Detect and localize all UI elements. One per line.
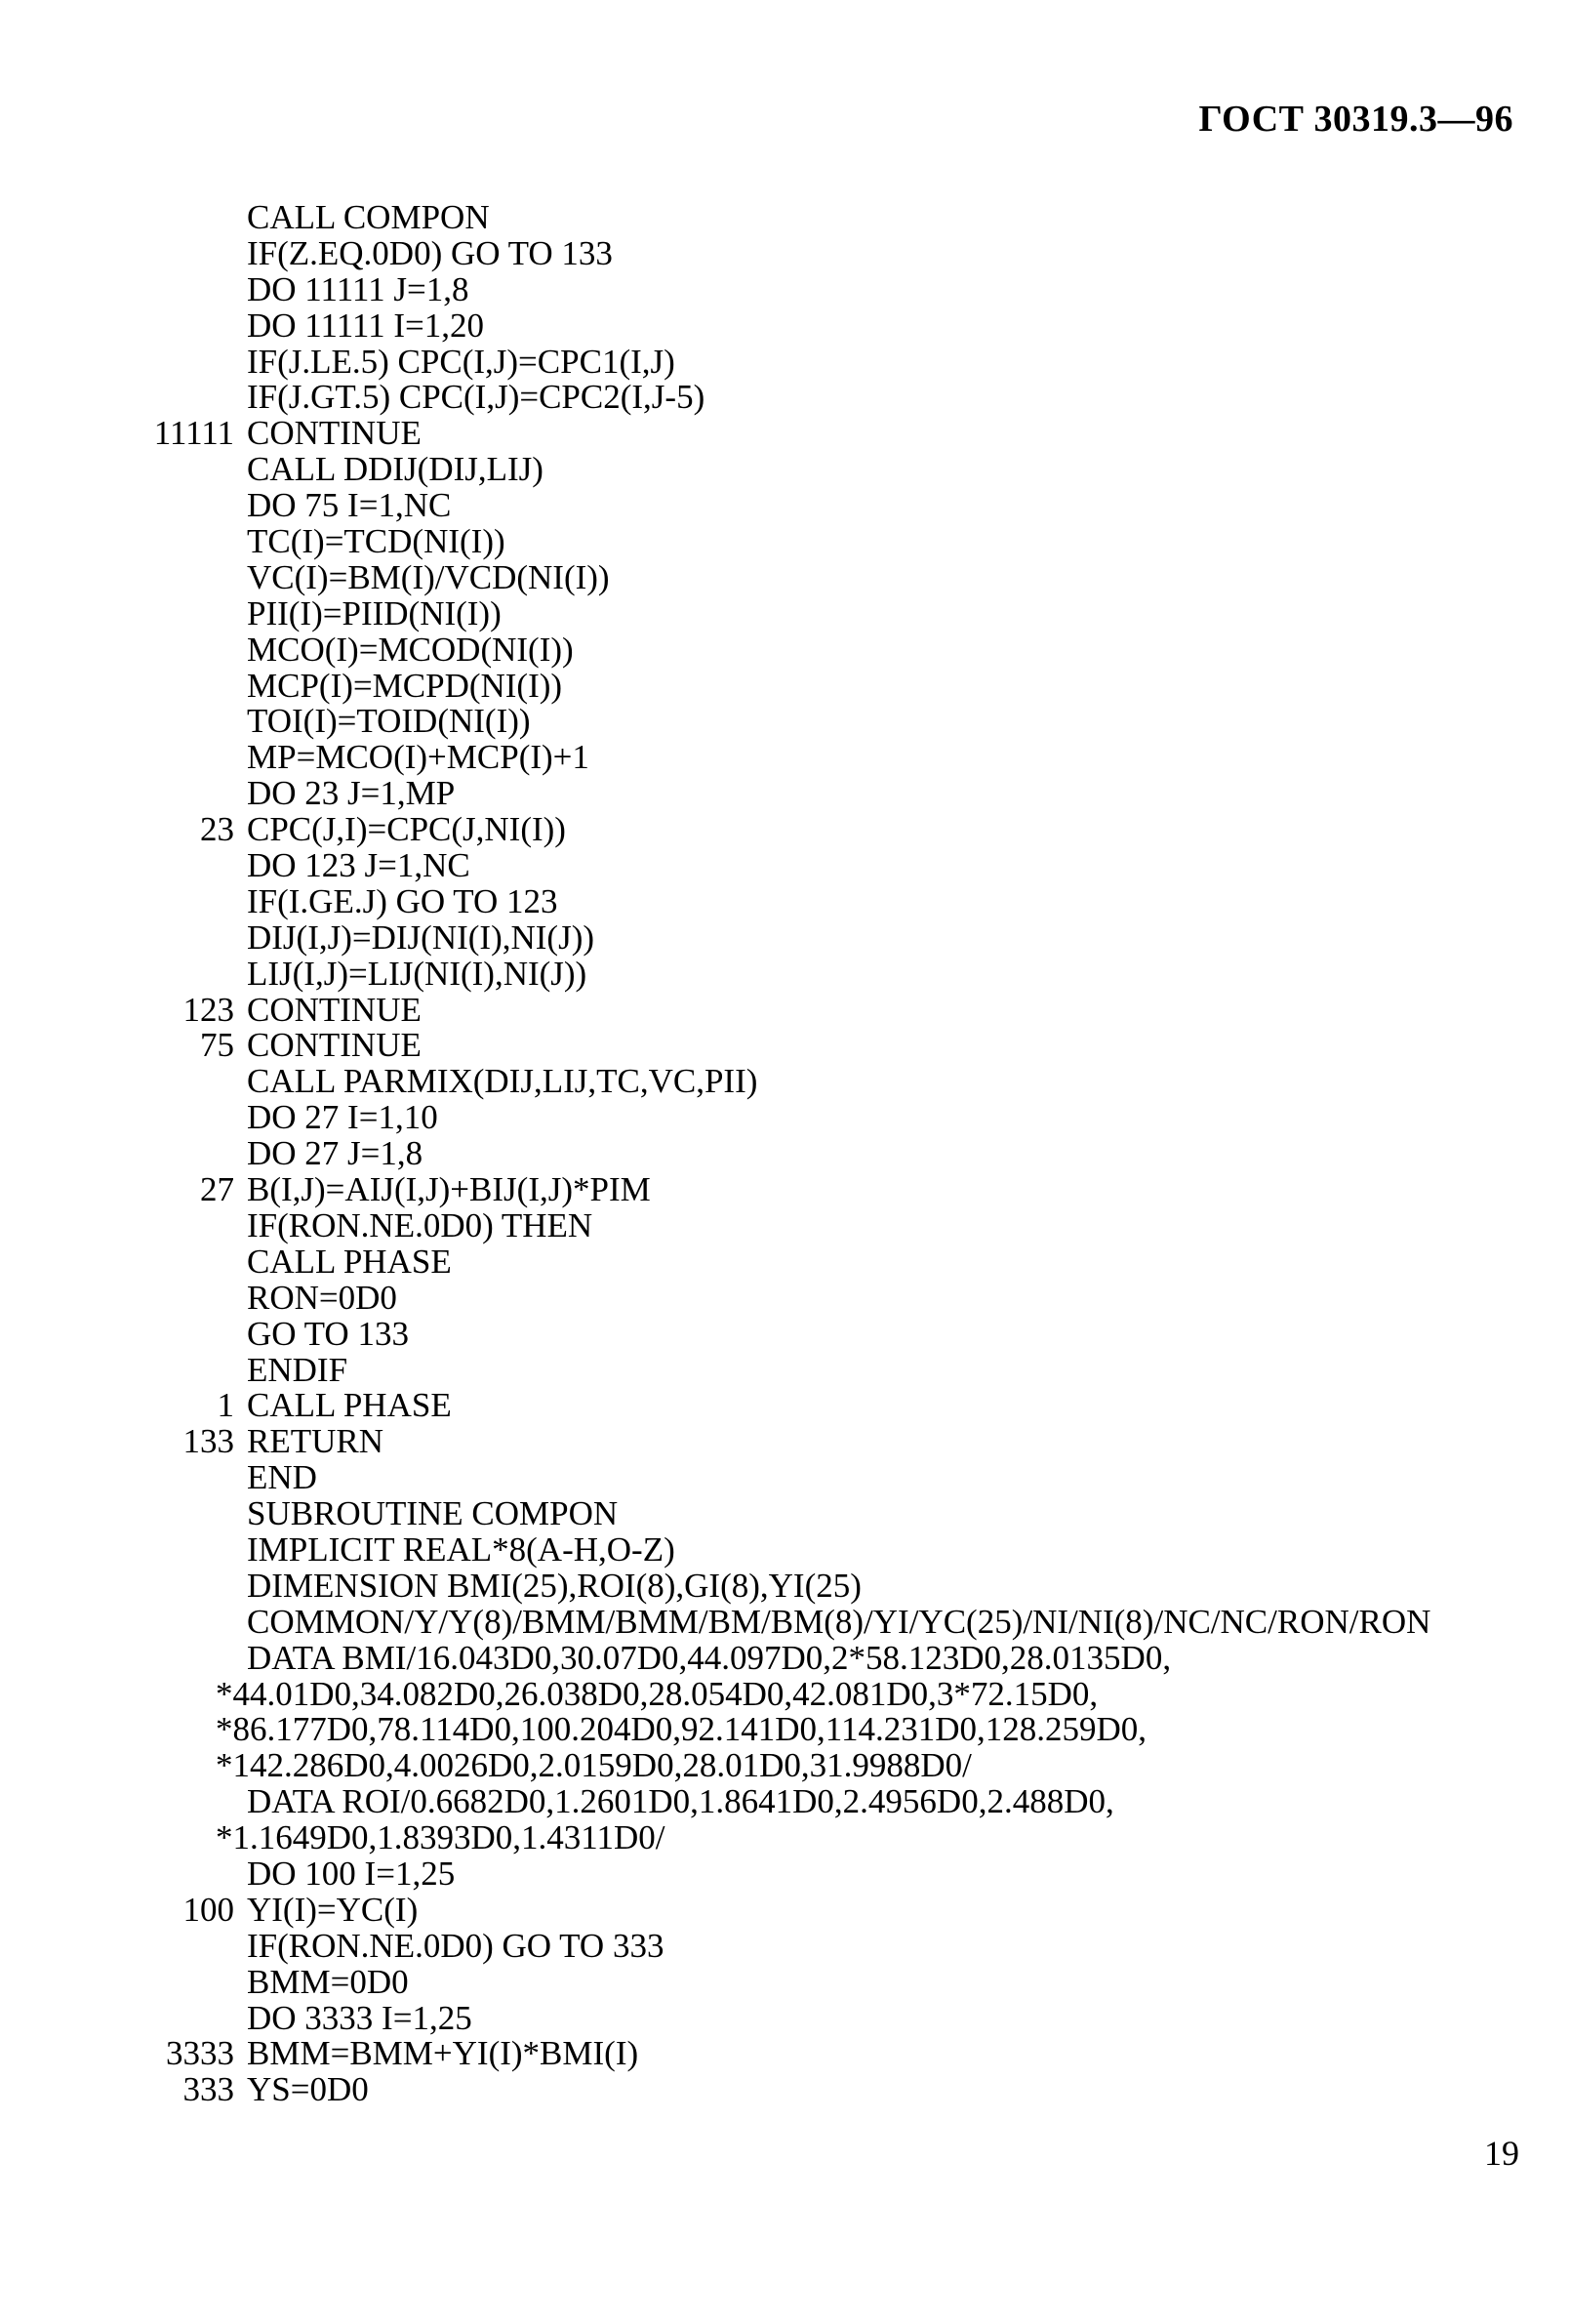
statement-text: DO 75 I=1,NC xyxy=(247,486,452,525)
statement-text: SUBROUTINE COMPON xyxy=(247,1494,619,1533)
statement-text: YS=0D0 xyxy=(247,2070,369,2109)
statement-text: DO 11111 J=1,8 xyxy=(247,269,469,308)
code-line xyxy=(137,1172,1542,1208)
statement-text: *142.286D0,4.0026D0,2.0159D0,28.01D0,31.9988D0/ xyxy=(216,1746,972,1785)
code-line xyxy=(137,1820,1542,1856)
code-line xyxy=(137,269,1542,308)
code-line xyxy=(137,380,1542,416)
code-line xyxy=(137,1136,1542,1172)
statement-text: DIJ(I,J)=DIJ(NI(I),NI(J)) xyxy=(247,917,594,957)
statement-text: B(I,J)=AIJ(I,J)+BIJ(I,J)*PIM xyxy=(247,1170,651,1209)
code-line xyxy=(137,881,1542,920)
code-line xyxy=(137,1890,1542,1929)
code-line xyxy=(137,1638,1542,1677)
statement-text: COMMON/Y/Y(8)/BMM/BMM/BM/BM(8)/YI/YC(25)/NI/NI(8)/NC/NC/RON/RON xyxy=(247,1602,1431,1641)
statement-label: 75 xyxy=(200,1026,234,1065)
statement-text: CPC(J,I)=CPC(J,NI(I)) xyxy=(247,810,566,849)
code-line xyxy=(137,1278,1542,1317)
code-line xyxy=(137,1998,1542,2037)
statement-text: CALL DDIJ(DIJ,LIJ) xyxy=(247,450,543,489)
code-line xyxy=(137,557,1542,596)
statement-text: DO 11111 I=1,20 xyxy=(247,306,485,345)
statement-text: MCO(I)=MCOD(NI(I)) xyxy=(247,630,574,669)
statement-text: CALL PARMIX(DIJ,LIJ,TC,VC,PII) xyxy=(247,1062,758,1101)
code-line xyxy=(137,308,1542,345)
statement-label: 133 xyxy=(182,1422,234,1461)
statement-text: BMM=0D0 xyxy=(247,1962,409,2001)
statement-text: DO 23 J=1,MP xyxy=(247,774,456,813)
statement-text: END xyxy=(247,1458,317,1497)
code-line xyxy=(137,233,1542,272)
statement-text: RON=0D0 xyxy=(247,1278,397,1317)
code-line xyxy=(137,848,1542,884)
code-line xyxy=(137,1350,1542,1389)
code-line xyxy=(137,1529,1542,1569)
statement-text: IF(Z.EQ.0D0) GO TO 133 xyxy=(247,233,613,272)
statement-text: ENDIF xyxy=(247,1350,348,1389)
statement-text: DO 123 J=1,NC xyxy=(247,846,470,885)
code-line xyxy=(137,990,1542,1029)
statement-text: RETURN xyxy=(247,1422,383,1461)
code-line xyxy=(137,632,1542,669)
code-line xyxy=(137,1314,1542,1353)
code-line xyxy=(137,1064,1542,1100)
statement-text: YI(I)=YC(I) xyxy=(247,1890,419,1929)
code-line xyxy=(137,776,1542,812)
statement-text: CALL COMPON xyxy=(247,198,490,236)
statement-text: IF(RON.NE.0D0) GO TO 333 xyxy=(247,1926,664,1965)
code-line xyxy=(137,740,1542,776)
statement-text: *86.177D0,78.114D0,100.204D0,92.141D0,114.231D0,128.259D0, xyxy=(216,1710,1147,1749)
code-line xyxy=(137,342,1542,381)
statement-text: MP=MCO(I)+MCP(I)+1 xyxy=(247,738,589,777)
code-line xyxy=(137,200,1542,236)
statement-text: IF(J.GT.5) CPC(I,J)=CPC2(I,J-5) xyxy=(247,378,705,417)
statement-text: GO TO 133 xyxy=(247,1314,409,1353)
statement-text: TC(I)=TCD(NI(I)) xyxy=(247,522,505,561)
statement-text: DATA BMI/16.043D0,30.07D0,44.097D0,2*58.123D0,28.0135D0, xyxy=(247,1638,1172,1677)
statement-label: 1 xyxy=(217,1386,234,1425)
code-line xyxy=(137,1856,1542,1893)
code-line xyxy=(137,2072,1542,2108)
code-line xyxy=(137,812,1542,848)
statement-text: IF(J.LE.5) CPC(I,J)=CPC1(I,J) xyxy=(247,342,675,381)
statement-text: LIJ(I,J)=LIJ(NI(I),NI(J)) xyxy=(247,954,587,993)
statement-text: BMM=BMM+YI(I)*BMI(I) xyxy=(247,2034,639,2073)
code-line xyxy=(137,1496,1542,1532)
statement-text: TOI(I)=TOID(NI(I)) xyxy=(247,702,531,741)
statement-text: DATA ROI/0.6682D0,1.2601D0,1.8641D0,2.4956D0,2.488D0, xyxy=(247,1782,1114,1821)
code-listing xyxy=(137,200,1542,2108)
code-line xyxy=(137,1674,1542,1713)
code-line xyxy=(137,954,1542,993)
document-code: ГОСТ 30319.3—96 xyxy=(1198,99,1513,140)
page-number: 19 xyxy=(1484,2134,1519,2173)
code-line xyxy=(137,1712,1542,1748)
statement-text: *44.01D0,34.082D0,26.038D0,28.054D0,42.081D0,3*72.15D0, xyxy=(216,1674,1099,1713)
code-line xyxy=(137,1962,1542,2001)
code-line xyxy=(137,666,1542,705)
statement-label: 11111 xyxy=(153,414,234,453)
code-line xyxy=(137,1926,1542,1965)
statement-text: IMPLICIT REAL*8(A-H,O-Z) xyxy=(247,1529,675,1569)
code-line xyxy=(137,1424,1542,1460)
statement-text: CALL PHASE xyxy=(247,1242,452,1281)
code-line xyxy=(137,1566,1542,1605)
statement-text: DO 27 I=1,10 xyxy=(247,1098,438,1137)
statement-text: CALL PHASE xyxy=(247,1386,452,1425)
statement-text: *1.1649D0,1.8393D0,1.4311D0/ xyxy=(216,1818,665,1857)
code-line xyxy=(137,1028,1542,1064)
code-line xyxy=(137,1205,1542,1244)
code-line xyxy=(137,1460,1542,1496)
statement-text: CONTINUE xyxy=(247,990,422,1029)
statement-text: IF(RON.NE.0D0) THEN xyxy=(247,1205,593,1244)
code-line xyxy=(137,416,1542,452)
code-line xyxy=(137,1602,1542,1641)
statement-text: DO 27 J=1,8 xyxy=(247,1134,423,1173)
statement-label: 333 xyxy=(182,2070,234,2109)
statement-text: CONTINUE xyxy=(247,1026,422,1065)
code-line xyxy=(137,917,1542,957)
statement-text: MCP(I)=MCPD(NI(I)) xyxy=(247,666,563,705)
statement-label: 3333 xyxy=(166,2034,234,2073)
statement-text: CONTINUE xyxy=(247,414,422,453)
statement-text: IF(I.GE.J) GO TO 123 xyxy=(247,881,558,920)
statement-label: 100 xyxy=(182,1890,234,1929)
code-line xyxy=(137,1388,1542,1424)
code-line xyxy=(137,1100,1542,1136)
code-line xyxy=(137,2036,1542,2072)
code-line xyxy=(137,488,1542,524)
code-line xyxy=(137,1784,1542,1820)
code-line xyxy=(137,1748,1542,1784)
statement-text: PII(I)=PIID(NI(I)) xyxy=(247,593,502,632)
statement-text: DIMENSION BMI(25),ROI(8),GI(8),YI(25) xyxy=(247,1566,862,1605)
statement-text: DO 100 I=1,25 xyxy=(247,1854,456,1893)
code-line xyxy=(137,704,1542,740)
statement-text: DO 3333 I=1,25 xyxy=(247,1998,472,2037)
statement-label: 27 xyxy=(200,1170,234,1209)
code-line xyxy=(137,1244,1542,1281)
code-line xyxy=(137,452,1542,488)
statement-text: VC(I)=BM(I)/VCD(NI(I)) xyxy=(247,557,610,596)
code-line xyxy=(137,524,1542,560)
statement-label: 123 xyxy=(182,990,234,1029)
code-line xyxy=(137,593,1542,632)
statement-label: 23 xyxy=(200,810,234,849)
